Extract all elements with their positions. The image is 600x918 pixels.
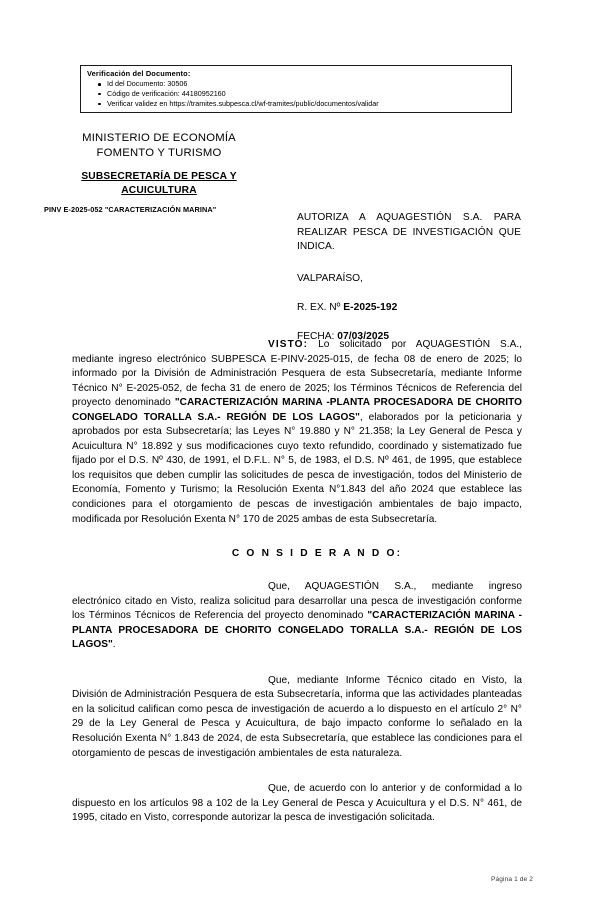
resolution-date-value: 07/03/2025 — [337, 330, 390, 342]
considerando-1-text-a: Que, AQUAGESTIÓN S.A., mediante ingreso electrónico citado en Visto, realiza solicitud para desarrollar una pesca de investigación conforme los Términos Técnicos de Referencia del proyecto denominado — [72, 581, 522, 622]
resolution-subject: AUTORIZA A AQUAGESTIÓN S.A. PARA REALIZAR PESCA DE INVESTIGACIÓN QUE INDICA. — [297, 212, 521, 253]
letterhead — [44, 131, 274, 214]
subsecretaria-title: SUBSECRETARÍA DE PESCA Y ACUICULTURA — [81, 171, 237, 196]
verification-item-code: Código de verificación: 44180952160 — [107, 89, 511, 99]
considerando-1-text-b: . — [112, 639, 116, 651]
spacer-between-considerandos-2 — [72, 761, 522, 782]
verification-title: Verificación del Documento: — [87, 69, 191, 78]
considerando-paragraph-3 — [72, 782, 522, 826]
ministry-line-1: MINISTERIO DE ECONOMÍA — [82, 132, 236, 144]
considerando-3-text: Que, de acuerdo con lo anterior y de conformidad a lo dispuesto en los artículos 98 a 102 de la Ley General de Pesca y Acuicultura y el D.S. N° 461, de 1995, citado en Visto, corresponde autorizar la pesca de investigación solicitada. — [72, 783, 522, 824]
considerando-2-text: Que, mediante Informe Técnico citado en Visto, la División de Administración Pesquera de esta Subsecretaría, informa que las actividades planteadas en la solicitud califican como pesca de investigación de acuerdo a lo dispuesto en el artículo 2° N° 29 de la Ley General de Pesca y Acuicultura, de bajo impacto conforme lo señalado en la Resolución Exenta N° 1.843 de 2024, de esta Subsecretaría, que establece las condiciones para el otorgamiento de pescas de investigación ambientales de esta naturaleza. — [72, 674, 522, 759]
spacer-after-considerando — [72, 559, 522, 580]
ministry-line-2: FOMENTO Y TURISMO — [96, 147, 222, 159]
verification-item-id: Id del Documento: 30506 — [107, 79, 511, 89]
visto-label: VISTO: — [268, 339, 309, 350]
considerando-paragraph-2 — [72, 674, 522, 761]
considerando-paragraph-1 — [72, 580, 522, 653]
resolution-number-label: R. EX. Nº — [297, 301, 341, 313]
visto-text-part-2: , elaborados por la peticionaria y aprobados por esta Subsecretaría; las Leyes N° 19.880 y N° 21.358; la Ley General de Pesca y Acuicultura N° 18.892 y sus modificaciones cuyo texto refundido, coordinado y sistematizado fue fijado por el D.S. Nº 430, de 1991, el D.F.L. N° 5, de 1983, el D.S. Nº 461, de 1995, que establece los requisitos que deben cumplir las solicitudes de pesca de investigación, todos del Ministerio de Economía, Fomento y Turismo; la Resolución Exenta N°1.843 del año 2024 que establece las condiciones para el otorgamiento de pescas de investigación ambientales de bajo impacto, modificada por Resolución Exenta N° 170 de 2025 ambas de esta Subsecretaría. — [72, 411, 522, 525]
considerando-1-project-name: "CARACTERIZACIÓN MARINA -PLANTA PROCESADORA DE CHORITO CONGELADO TORALLA S.A.- REGIÓN DE LOS LAGOS" — [72, 610, 522, 651]
verification-list — [81, 79, 511, 108]
project-code-label: PINV E-2025-052 "CARACTERIZACIÓN MARINA" — [44, 205, 217, 214]
visto-paragraph — [72, 338, 522, 527]
resolution-place: VALPARAÍSO, — [297, 272, 363, 284]
page-number-label: Página 1 de 2 — [491, 876, 533, 883]
resolution-date-label: FECHA: — [297, 330, 335, 342]
document-verification-box — [80, 65, 512, 113]
verification-item-url: Verificar validez en https://tramites.subpesca.cl/wf-tramites/public/documentos/validar — [107, 99, 511, 109]
visto-text-part-1: Lo solicitado por AQUAGESTIÓN S.A., mediante ingreso electrónico SUBPESCA E-PINV-2025-015, de fecha 08 de enero de 2025; lo informado por la División de Administración Pesquera de esta Subsecretaría, mediante Informe Técnico N° E-2025-052, de fecha 31 de enero de 2025; los Términos Técnicos de Referencia del proyecto denominado — [72, 339, 522, 409]
visto-project-name: "CARACTERIZACIÓN MARINA -PLANTA PROCESADORA DE CHORITO CONGELADO TORALLA S.A.- REGIÓN DE LOS LAGOS" — [72, 397, 522, 423]
resolution-header-block — [297, 211, 521, 342]
resolution-number-line — [297, 302, 521, 313]
spacer-between-considerandos-1 — [72, 653, 522, 674]
resolution-number-value: E-2025-192 — [343, 301, 398, 313]
page-footer — [0, 876, 533, 883]
considerando-heading: C O N S I D E R A N D O: — [231, 548, 403, 560]
document-body — [72, 338, 522, 826]
